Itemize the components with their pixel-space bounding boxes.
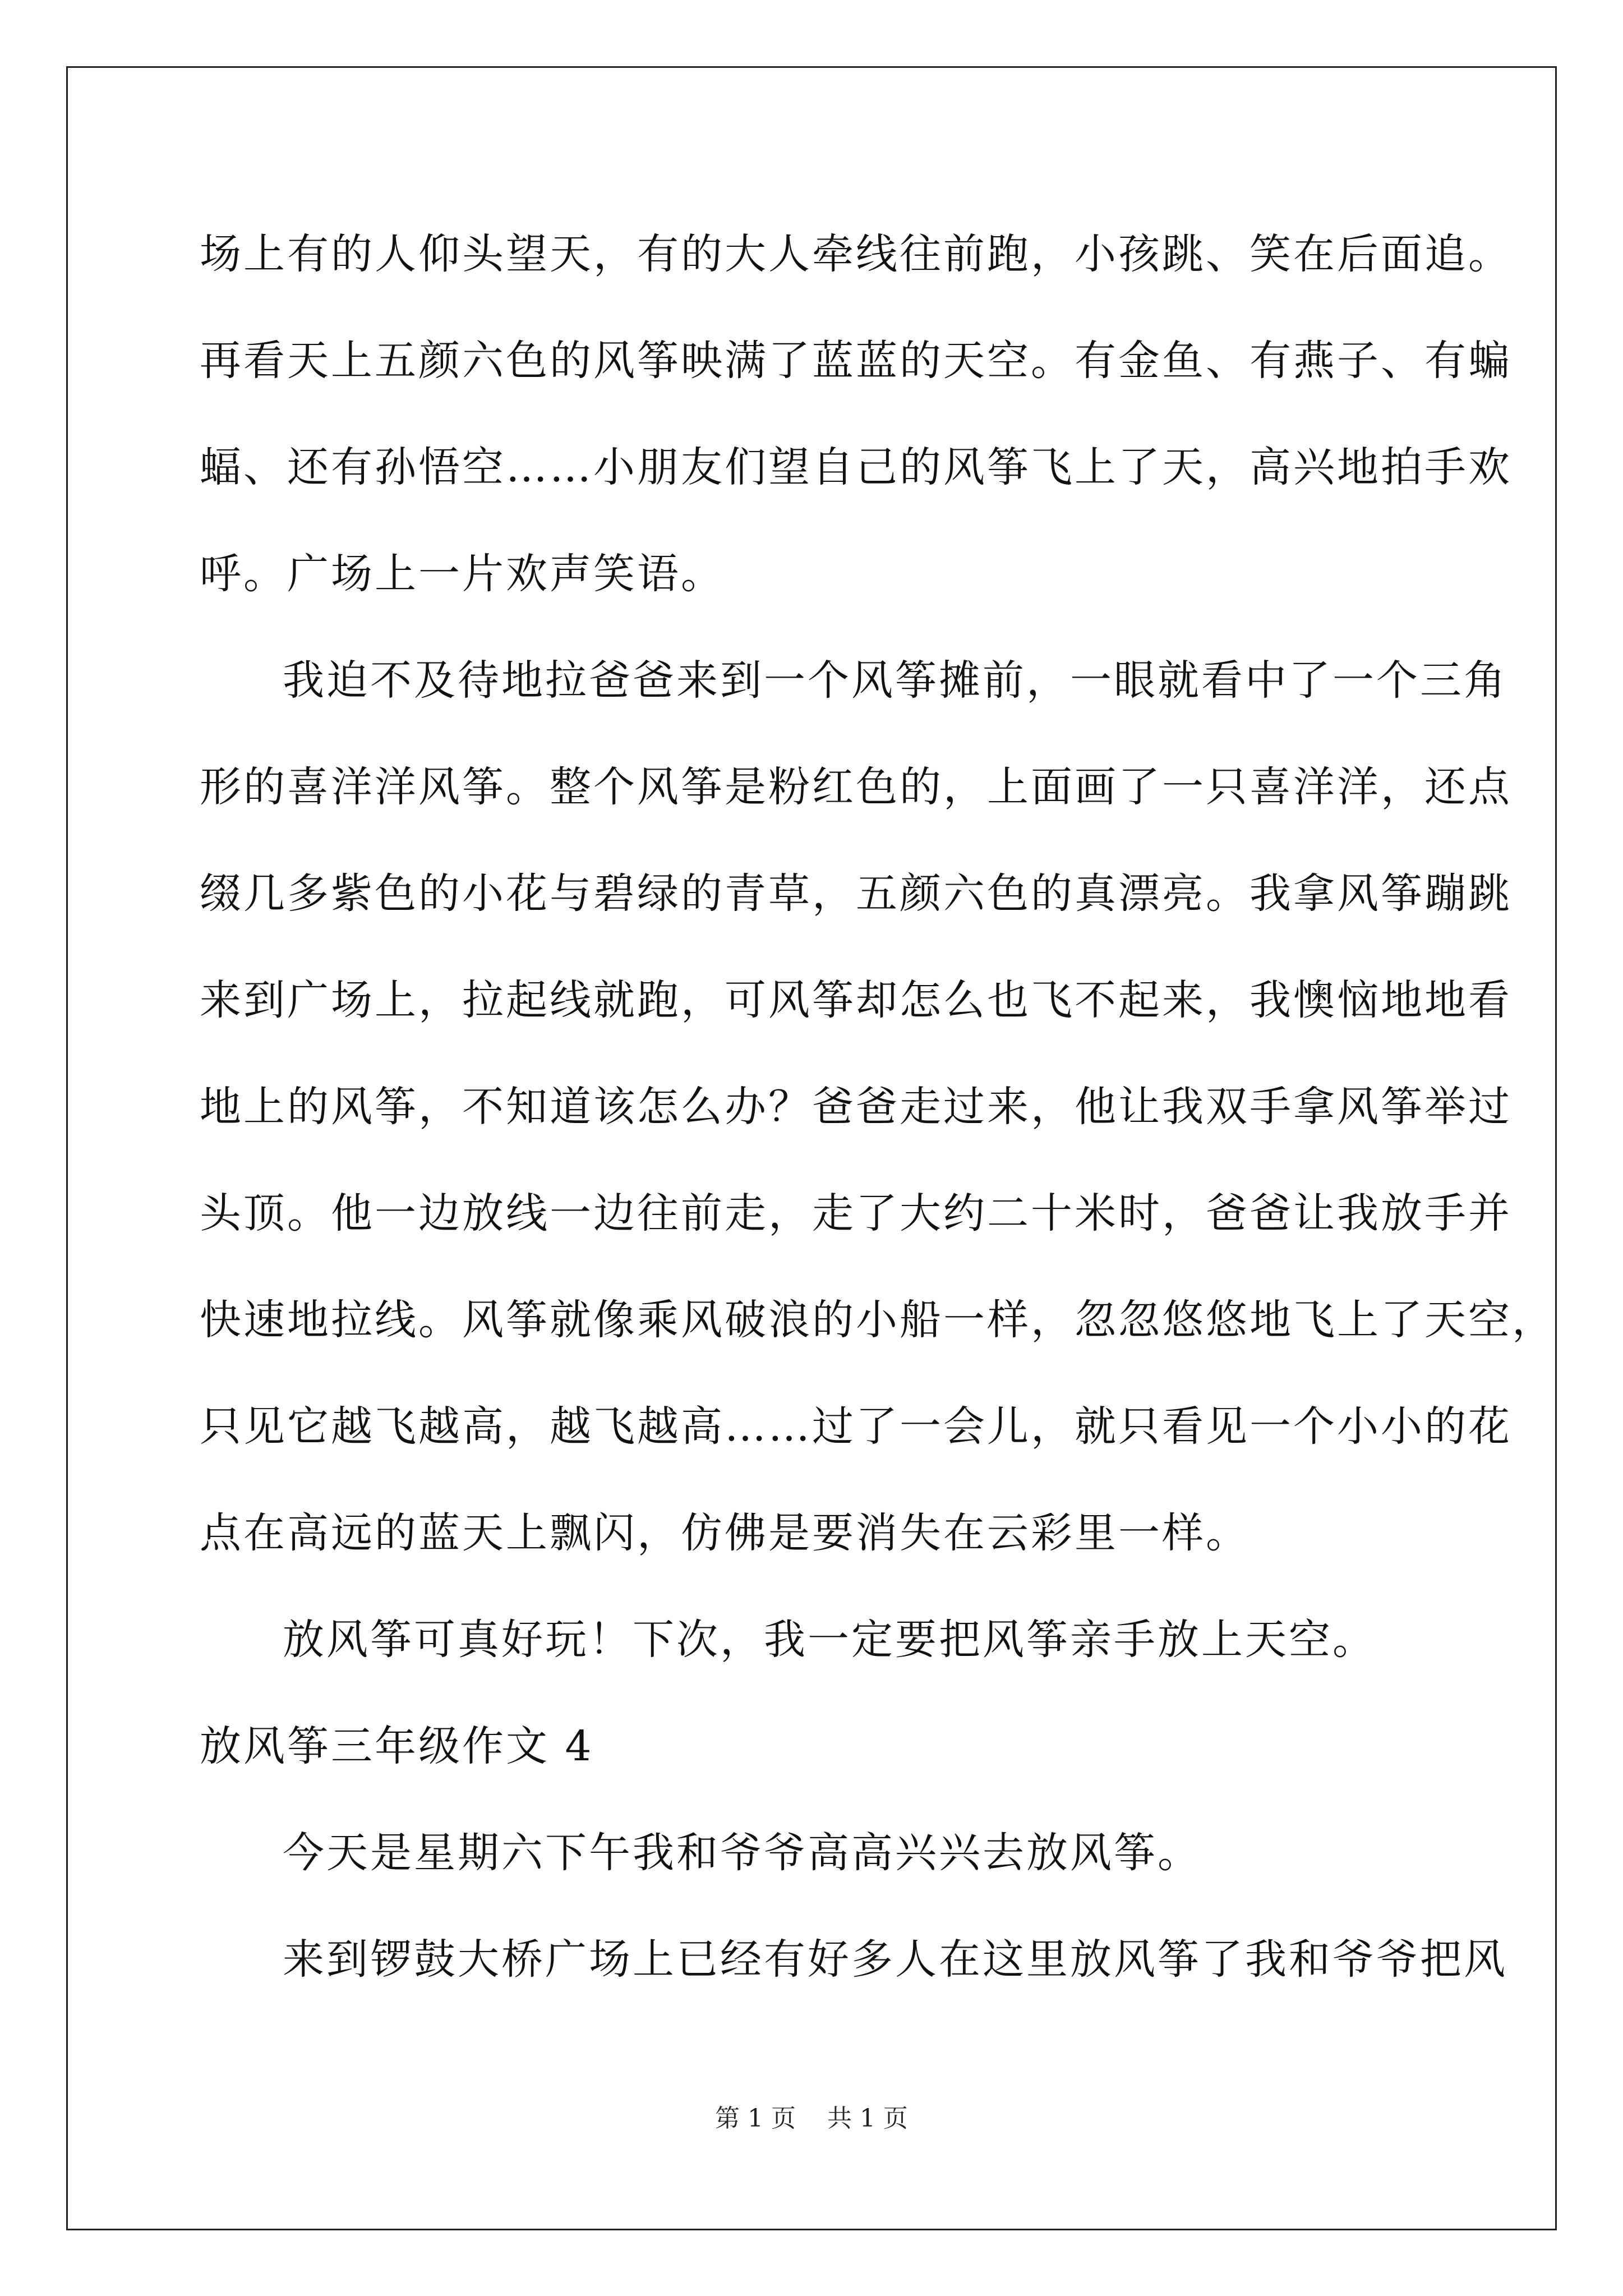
text-line: 呼。广场上一片欢声笑语。 [200,550,725,598]
text-line: 缀几多紫色的小花与碧绿的青草，五颜六色的真漂亮。我拿风筝蹦跳 [200,869,1512,918]
text-line: 点在高远的蓝天上飘闪，仿佛是要消失在云彩里一样。 [200,1509,1249,1557]
text-line: 蝠、还有孙悟空……小朋友们望自己的风筝飞上了天，高兴地拍手欢 [200,443,1512,491]
text-line: 场上有的人仰头望天，有的大人牵线往前跑，小孩跳、笑在后面追。 [200,230,1512,278]
paragraph-start-line: 今天是星期六下午我和爷爷高高兴兴去放风筝。 [283,1829,1201,1877]
text-line: 头顶。他一边放线一边往前走，走了大约二十米时，爸爸让我放手并 [200,1189,1512,1237]
text-line: 形的喜洋洋风筝。整个风筝是粉红色的，上面画了一只喜洋洋，还点 [200,763,1512,811]
paragraph-start-line: 来到锣鼓大桥广场上已经有好多人在这里放风筝了我和爷爷把风 [283,1935,1507,1984]
text-line: 快速地拉线。风筝就像乘风破浪的小船一样，忽忽悠悠地飞上了天空， [200,1296,1556,1344]
document-body [200,201,1556,2013]
text-line: 地上的风筝，不知道该怎么办？爸爸走过来，他让我双手拿风筝举过 [200,1083,1512,1131]
paragraph-start-line: 我迫不及待地拉爸爸来到一个风筝摊前，一眼就看中了一个三角 [283,656,1507,705]
section-heading: 放风筝三年级作文 4 [200,1722,594,1770]
page-number-footer: 第 1 页 共 1 页 [715,2104,908,2133]
paragraph-start-line: 放风筝可真好玩！下次，我一定要把风筝亲手放上天空。 [283,1616,1376,1664]
text-line: 再看天上五颜六色的风筝映满了蓝蓝的天空。有金鱼、有燕子、有蝙 [200,337,1512,385]
text-line: 来到广场上，拉起线就跑，可风筝却怎么也飞不起来，我懊恼地地看 [200,976,1512,1024]
text-line: 只见它越飞越高，越飞越高……过了一会儿，就只看见一个小小的花 [200,1402,1512,1451]
